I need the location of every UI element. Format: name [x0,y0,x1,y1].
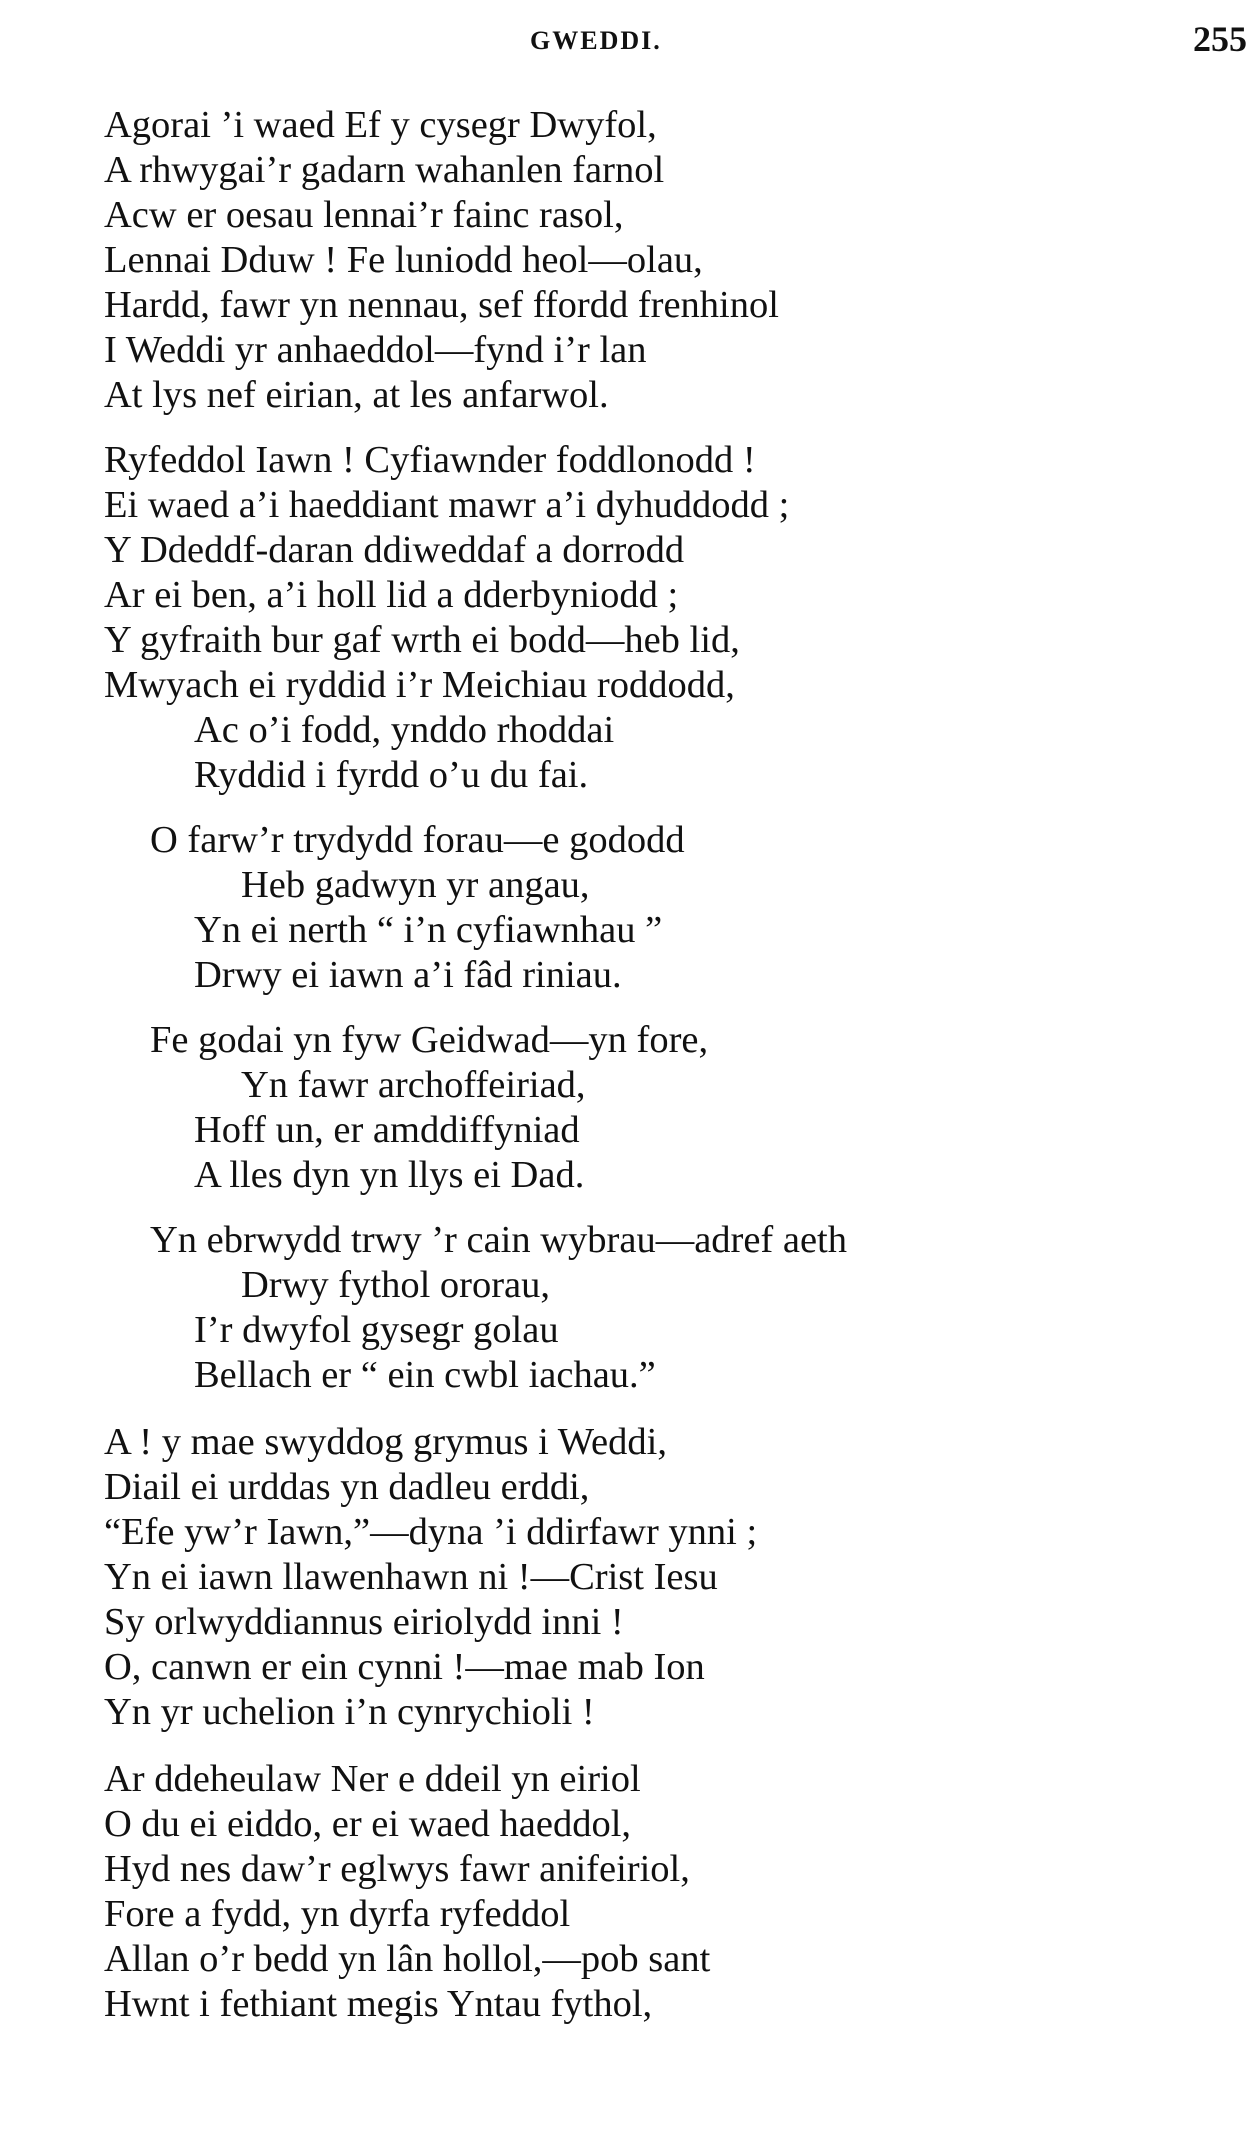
verse-line: A ! y mae swyddog grymus i Weddi, [104,1421,667,1463]
verse-line: Ar ddeheulaw Ner e ddeil yn eiriol [104,1758,641,1800]
verse-line: “Efe yw’r Iawn,”—dyna ’i ddirfawr ynni ; [104,1511,758,1553]
verse-line: Ar ei ben, a’i holl lid a dderbyniodd ; [104,574,679,616]
page-number: 255 [1193,19,1247,59]
verse-line: I Weddi yr anhaeddol—fynd i’r lan [104,329,647,371]
verse-line: Y Ddeddf-daran ddiweddaf a dorrodd [104,529,685,571]
stanza [104,438,1244,798]
verse-line: Ei waed a’i haeddiant mawr a’i dyhuddodd ; [104,484,790,526]
verse-line: Hyd nes daw’r eglwys fawr anifeiriol, [104,1848,690,1890]
verse-line: Hwnt i fethiant megis Yntau fythol, [104,1983,653,2025]
verse-line: Yn ei iawn llawenhawn ni !—Crist Iesu [104,1556,718,1598]
verse-line: I’r dwyfol gysegr golau [194,1309,559,1351]
stanza [104,103,1244,418]
stanza [104,1420,1244,1735]
verse-line: Drwy fythol ororau, [241,1264,550,1306]
verse-line: Ryfeddol Iawn ! Cyfiawnder foddlonodd ! [104,439,756,481]
verse-line: Yn ebrwydd trwy ’r cain wybrau—adref aeth [150,1219,848,1261]
verse-line: Mwyach ei ryddid i’r Meichiau roddodd, [104,664,735,706]
verse-line: Y gyfraith bur gaf wrth ei bodd—heb lid, [104,619,740,661]
stanza [104,1218,1244,1398]
verse-line: Drwy ei iawn a’i fâd riniau. [194,954,622,996]
stanza [104,1018,1244,1198]
page-header [0,18,1257,68]
verse-line: O, canwn er ein cynni !—mae mab Ion [104,1646,705,1688]
verse-line: Yn fawr archoffeiriad, [241,1064,586,1106]
verse-line: Fe godai yn fyw Geidwad—yn fore, [150,1019,709,1061]
verse-line: Ac o’i fodd, ynddo rhoddai [194,709,615,751]
verse-line: Yn yr uchelion i’n cynrychioli ! [104,1691,595,1733]
verse-line: O du ei eiddo, er ei waed haeddol, [104,1803,632,1845]
verse-line: O farw’r trydydd forau—e gododd [150,819,685,861]
verse-line: Bellach er “ ein cwbl iachau.” [194,1354,656,1396]
stanza [104,1757,1244,2027]
verse-line: Hardd, fawr yn nennau, sef ffordd frenhinol [104,284,779,326]
verse-line: Lennai Dduw ! Fe luniodd heol—olau, [104,239,703,281]
stanza [104,818,1244,998]
running-title: GWEDDI. [530,26,662,55]
verse-line: Heb gadwyn yr angau, [241,864,590,906]
verse-line: Yn ei nerth “ i’n cyfiawnhau ” [194,909,663,951]
verse-line: At lys nef eirian, at les anfarwol. [104,374,609,416]
verse-line: Fore a fydd, yn dyrfa ryfeddol [104,1893,571,1935]
verse-line: Acw er oesau lennai’r fainc rasol, [104,194,624,236]
verse-line: Diail ei urddas yn dadleu erddi, [104,1466,590,1508]
verse-line: Hoff un, er amddiffyniad [194,1109,580,1151]
verse-line: Ryddid i fyrdd o’u du fai. [194,754,589,796]
verse-line: Sy orlwyddiannus eiriolydd inni ! [104,1601,624,1643]
verse-line: Allan o’r bedd yn lân hollol,—pob sant [104,1938,711,1980]
verse-line: Agorai ’i waed Ef y cysegr Dwyfol, [104,104,657,146]
verse-line: A lles dyn yn llys ei Dad. [194,1154,585,1196]
poem-body [104,103,1244,2027]
verse-line: A rhwygai’r gadarn wahanlen farnol [104,149,665,191]
